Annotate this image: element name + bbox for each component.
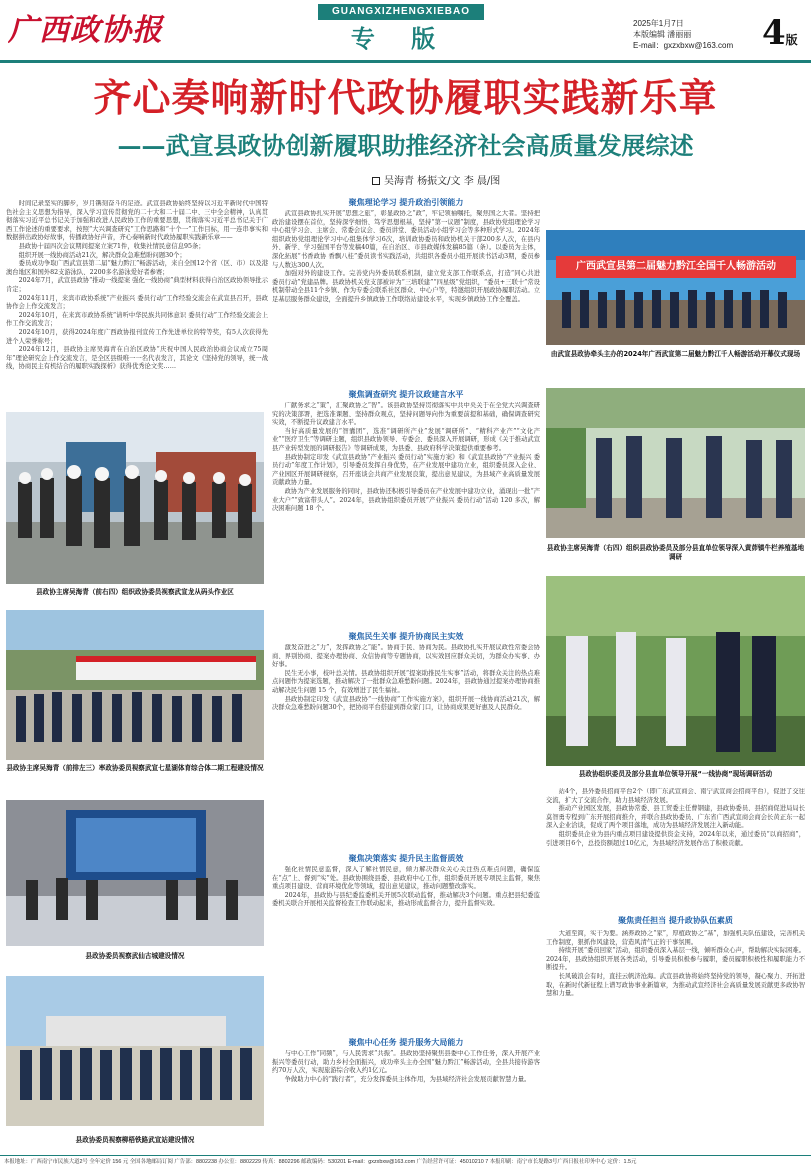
intro-item: 2024年11月，来宾市政协系统“产业振兴 委员行动”工作经验交流会在武宣县召开，县政协作会上作交流发言； — [6, 294, 268, 311]
page-number — [762, 14, 806, 52]
meeting-photo-icon — [6, 800, 264, 946]
photo-field-research — [546, 576, 805, 766]
section-paragraph: 县政协制定印发《武宣县政协“一线协商”工作实施方案》，组织开展一线协商活动21次，解决群众急难愁盼问题30个，把协商平台搭建到群众家门口，让协商成果更好惠及人民群众。 — [272, 695, 540, 712]
section-heading: 聚焦责任担当 提升政协队伍素质 — [618, 916, 733, 925]
field-research-photo-icon — [546, 576, 805, 766]
byline — [372, 176, 572, 188]
photo-construction — [6, 610, 264, 760]
construction-photo-icon — [6, 610, 264, 760]
section-heading: 聚焦理论学习 提升政治引领能力 — [348, 198, 464, 207]
section-heading: 聚焦中心任务 提升服务大局能力 — [348, 1038, 464, 1047]
section-paragraph: 政协为产业发展服务的同时，县政协还积极引导委员在产业发展中建功立业，涌现出一批“产业大户”“致富带头人”。2024年，县政协组织委员开展“产业振兴 委员行动”活动 120 多次，解决困难问题 18 个。 — [272, 487, 540, 513]
right-paragraph: 组织委员企业为县内重点项目建设提供资金支持，2024年以来，通过委员“以商招商”，引进项目6个，总投资额超过10亿元，为县域经济发展作出了积极贡献。 — [546, 830, 805, 847]
issue-email: E-mail：gxzxbxw@163.com — [633, 41, 734, 50]
section-paragraph: 民生无小事，枝叶总关情。县政协组织开展“提案助推民生实事”活动，将群众关注的热点难点问题作为提案选题，推动解决了一批群众急难愁盼问题。2024年，县政协通过提案办理协商推动解决民生问题 15 个，有效增进了民生福祉。 — [272, 669, 540, 694]
section-paragraph: 2024年，县政协与县纪委监委机关开展5次联动监督，推动解决3个问题。重点把县纪委监委机关联合开展相关监督检查工作联动起来，推动形成监督合力，提升监督实效。 — [272, 891, 540, 908]
section-paragraph: 与中心工作“同频”，与人民需求“共振”。县政协坚持聚焦县委中心工作任务，深入开展产业振兴等委员行动，助力乡村全面振兴，成功牵头主办全国“魅力黔江”畅游活动，全县共接待游客约70万人次，实现旅游综合收入约1亿元。 — [272, 1050, 540, 1075]
section-body — [272, 866, 540, 1026]
photo-caption: 县政协主席吴海青（右四）组织县政协委员及部分县直单位领导深入黄茆镇牛栏养殖基地调研 — [546, 544, 805, 561]
issue-editor: 本版编辑 潘丽丽 — [633, 30, 692, 39]
issue-date: 2025年1月7日 — [633, 19, 684, 28]
event-stage-photo-icon — [546, 230, 805, 345]
section-body — [272, 1050, 540, 1140]
footer-info: 本报地址：广西南宁市民族大道2号 全年定价 156 元 全国各地邮局订阅 广告部：8802238 办公室：8802229 传真：8802296 邮政编码：530201 E-mail：gxzxbxw@163.com 广告经营许可证：45010210 7 本报印刷：南宁市长堤路3号广西日报社印务中心 定价：1.5元 — [4, 1159, 637, 1165]
intro-item: 组织开展一线协商活动21次，解决群众急难愁盼问题30个； — [18, 251, 186, 259]
photo-caption: 由武宣县政协牵头主办的2024年广西武宣第二届魅力黔江千人畅游活动开幕仪式现场 — [550, 350, 801, 358]
footer-divider — [0, 1155, 811, 1156]
section-paragraph: 持续开展“委员回家”活动，组织委员深入基层一线，倾听群众心声，帮助解决实际困难。2024年，县政协组织开展各类活动，引导委员积极参与履职，委员履职积极性和履职能力不断提升。 — [546, 947, 805, 972]
intro-item: 2024年12月，县政协主席吴海青在自治区政协“庆祝中国人民政治协商会议成立75周年”理论研究会上作交流发言，是全区县级唯一一名代表发言，其论文《坚持党的领导，统一战线，协商民主有机结合的履职实践探析》获得优秀论文奖…… — [6, 346, 268, 371]
photo-caption: 县政协委员视察柳梧铁路武宣站建设情况 — [75, 1136, 195, 1144]
section-body — [272, 210, 540, 378]
masthead-title: 广西政协报 — [8, 13, 163, 48]
section-paragraph: 强化社情民意监督，深入了解社情民意，倾力解决群众关心关注热点难点问题，确保监在“点”上、督到“实”处。县政协围绕县委、县政府中心工作，组织委员开展专项民主监督，聚焦重点项目建设、营商环境优化等领域，提出意见建议，推动问题整改落实。 — [272, 866, 540, 891]
intro-item: 委员成功争取广西武宣县第二届“魅力黔江”畅游活动，来自全国12个省（区、市）以及港澳台地区和国外82支游泳队、2200多名游泳爱好者参赛； — [6, 260, 268, 276]
section-paragraph: 武宣县政协扎实开展“思想之旅”，彰显政协之“政”，牢记领袖嘱托，聚焦国之大者。坚持把政治建设摆在首位，坚持深学细悟、笃学思想根基，坚持“第一议题”制度，县政协党组理论学习中心组学习会、主席会、常委会议会、委员讲堂、委员活动小组学习会等多种形式学习。2024年组织政协党组理论学习中心组集体学习6次，培训政协委员和政协机关干部200多人次，在县内外、新学、学习强国平台等发稿40篇，在自治区、市县政媒体发稿85篇（条）。以委员为主体，深化拓展“书香政协 香飘八桂”委员读书实践活动，共组织各委员小组开展读书活动3期，委员参与人数达300人次。 — [272, 210, 540, 269]
section-heading: 聚焦决策落实 提升民主监督质效 — [348, 854, 464, 863]
section-paragraph: 大道至简，实干为要。涵养政协之“家”，厚植政协之“基”，加强机关队伍建设，完善机关工作制度，狠抓作风建设，营造风清气正的干事氛围。 — [546, 930, 805, 946]
right-paragraph: 站4个，县外委员招商平台2个（即广东武宣商会、南宁武宣商会招商平台），促进了交往交流，扩大了交流合作，助力县域经济发展。 — [546, 788, 805, 804]
headline: 齐心奏响新时代政协履职实践新乐章 — [93, 76, 718, 120]
group-photo-icon — [6, 976, 264, 1126]
farm-visit-photo-icon — [546, 388, 805, 538]
page-number-suffix: 版 — [785, 33, 798, 47]
section-paragraph: 县政协制定印发《武宣县政协“产业振兴 委员行动”实施方案》和《武宣县政协“产业振兴 委员行动”年度工作计划》，引导委员发挥自身优势，在产业发展中建功立业，组织委员深入企业、产业园区开展调研视察，召开座谈会共商产业发展良策，提出意见建议，为县域产业高质量发展贡献政协力量。 — [272, 453, 540, 487]
byline-text: 吴海青 杨振文/文 李 晨/图 — [384, 176, 501, 187]
right-column-text — [546, 788, 805, 908]
event-banner-text: 广西武宣县第二届魅力黔江全国千人畅游活动 — [576, 261, 776, 272]
intro-paragraph: 时间记录坚实的脚步，岁月镌刻奋斗的足迹。武宣县政协始终坚持以习近平新时代中国特色社会主义思想为指导，深入学习宣传贯彻党的二十大和二十届二中、三中全会精神，认真贯彻落实习近平总书记关于加强和改进人民政协工作的重要思想，贯彻落实习近平总书记关于广西工作论述的重要要求，按照“大兴调查研究”工作思路和“十个一”工作目标，用一连串事实和数据拼出政协好故事，传播政协好声音，齐心奏响新时代政协履职实践新乐章—— — [6, 200, 268, 242]
photo-farm-visit — [546, 388, 805, 538]
photo-caption: 县政协主席吴海青（前排左三）率政协委员视察武宣七星湖体育综合体二期工程建设情况 — [6, 764, 264, 772]
top-divider — [0, 60, 811, 63]
section-paragraph: 激发奋进之“力”，发挥政协之“能”。协商于民、协商为民。县政协扎实开展议政性常委会协商、界别协商、提案办理协商、众信协商等专题协商，以实效回应群众关切，为群众办实事、办好事。 — [272, 644, 540, 669]
inspection-photo-icon — [6, 412, 264, 584]
intro-item: 县政协十届四次会议期间提案立案71件，收集社情民意信息95条； — [18, 242, 205, 250]
masthead-pinyin: GUANGXIZHENGXIEBAO — [318, 4, 484, 20]
byline-box-icon — [372, 177, 380, 185]
intro-item: 2024年10月，在来宾市政协系统“请听中华民族共同体意识 委员行动”工作经验交流会上作工作交流发言； — [6, 311, 268, 328]
intro-column — [6, 200, 268, 400]
section-paragraph: 广献务求之“策”，汇聚政协之“智”。该县政协坚持贯彻落实中共中央关于在全党大兴调查研究的决策部署，把选准课题、坚持群众观点，坚持问题导向作为重要前提和基础，确保调查研究实效，不断提升议政建言水平。 — [272, 402, 540, 427]
photo-group — [6, 976, 264, 1126]
photo-inspection — [6, 412, 264, 584]
middle-column — [272, 196, 540, 1154]
photo-meeting — [6, 800, 264, 946]
page-number-value: 4 — [762, 13, 786, 53]
right-paragraph: 推动产业园区发展，县政协常委、县工贸委主任曹钢建，县政协委员、县招商促进局局长莫智勇专程到广东开展招商推介，并联合县政协委员、广东省广西武宣商会商会长黄正东一起深入企业洽谈，促成了两个项目落地，成功为县域经济发展注入新动能。 — [546, 805, 805, 830]
section-body — [272, 402, 540, 620]
section-paragraph: 加强对外的建设工作。完善党内外委员联系机制，建立党支部工作联系点，打造“同心共进 委员行动”党建品牌。县政协机关党支部被评为“三培联建”“四星级”党组织，“委员+三联十”常设机制带动全县11个乡镇、作为专委会联系社区群众、中心户等，特邀组织开展政协履职活动。立足基层服务群众建设，全面提升乡镇政协工作联络站建设水平，实现乡镇政协工作全覆盖。 — [272, 270, 540, 303]
section-heading: 聚焦民生关事 提升协商民主实效 — [348, 632, 464, 641]
section-heading: 聚焦调查研究 提升议政建言水平 — [348, 390, 464, 399]
photo-event-stage — [546, 230, 805, 345]
section-paragraph: 长风破浪会有时，直挂云帆济沧海。武宣县政协将始终坚持党的领导，凝心聚力、开拓进取，在新时代新征程上谱写政协事业新篇章，为推动武宣经济社会高质量发展贡献更多政协智慧和力量。 — [546, 972, 805, 998]
section-name: 专 版 — [350, 24, 450, 53]
photo-caption: 县政协主席吴海青（前右四）组织政协委员视察武宣龙从码头作业区 — [36, 588, 234, 596]
photo-caption: 县政协组织委员及部分县直单位领导开展“一线协商”现场调研活动 — [578, 770, 773, 778]
intro-item: 2024年7月，武宣县政协“推动一线提案 强化一线协商”典型材料获得自治区政协领导批示肯定； — [6, 277, 268, 293]
section-body — [546, 930, 805, 1150]
section-paragraph: 争做助力中心的“践行者”，充分发挥委员主体作用，为县域经济社会发展贡献智慧力量。 — [284, 1075, 531, 1083]
photo-caption: 县政协委员视察武仙古城建设情况 — [85, 952, 185, 960]
section-body — [272, 644, 540, 842]
subheadline: ——武宣县政协创新履职助推经济社会高质量发展综述 — [117, 131, 694, 160]
intro-item: 2024年10月，获得2024年度广西政协报刊宣传工作先进单位的特等奖，有5人次获得先进个人荣誉称号； — [6, 328, 268, 345]
issue-meta — [633, 18, 753, 51]
section-paragraph: 当好高质量发展的“智囊团”，选准“调研所产业”发展“调研所”、“精科产业产”“文化产业”“医疗卫生”等调研主题，组织县政协领导、专委会、委员深入开展调研，形成《关于推动武宣县产业转型发展的调研报告》等调研成果，为县委、县政府科学决策提供重要参考。 — [272, 427, 540, 452]
